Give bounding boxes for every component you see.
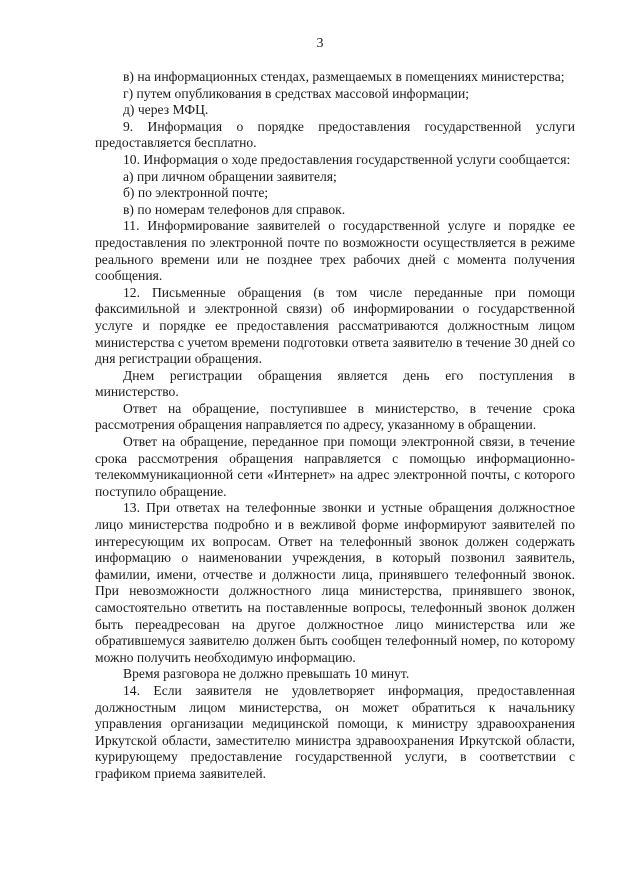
paragraph-clause-9: 9. Информация о порядке предоставления государственной услуги предоставляется бесплатно.: [95, 118, 575, 151]
document-body: [95, 69, 575, 783]
paragraph-call-duration: Время разговора не должно превышать 10 минут.: [123, 666, 410, 682]
paragraph-registration-day: Днем регистрации обращения является день его поступления в министерство.: [95, 367, 575, 400]
paragraph-clause-12: 12. Письменные обращения (в том числе переданные при помощи факсимильной и электронной связи) об информировании о государственной услуге и порядке ее предоставления рассматриваются должностным лицом министерства с учетом времени подготовки ответа заявителю в течение 30 дней со дня регистрации обращения.: [95, 284, 575, 367]
page-number: 3: [316, 36, 324, 51]
paragraph-clause-11: 11. Информирование заявителей о государственной услуге и порядке ее предоставления по электронной почте по возможности осуществляется в режиме реального времени или не позднее трех рабочих дней с момента получения сообщения.: [95, 218, 575, 284]
paragraph-list-item-v: в) на информационных стендах, размещаемых в помещениях министерства;: [123, 69, 565, 84]
paragraph-clause-10: 10. Информация о ходе предоставления государственной услуги сообщается:: [123, 151, 571, 167]
paragraph-list-item-a: а) при личном обращении заявителя;: [123, 168, 337, 184]
paragraph-clause-14: 14. Если заявителя не удовлетворяет информация, предоставленная должностным лицом министерства, он может обратиться к начальнику управления организации медицинской помощи, к министру здравоохранения Иркутской области, заместителю министра здравоохранения Иркутской области, курирующему предоставление государственной услуги, в соответствии с графиком приема заявителей.: [95, 682, 575, 781]
paragraph-list-item-v2: в) по номерам телефонов для справок.: [123, 201, 346, 217]
paragraph-response-postal: Ответ на обращение, поступившее в министерство, в течение срока рассмотрения обращения направляется по адресу, указанному в обращении.: [95, 400, 575, 433]
paragraph-list-item-d: д) через МФЦ.: [123, 102, 209, 118]
paragraph-response-electronic: Ответ на обращение, переданное при помощи электронной связи, в течение срока рассмотрения обращения направляется с помощью информационно-телекоммуникационной сети «Интернет» на адрес электронной почты, с которого поступило обращение.: [95, 434, 575, 499]
paragraph-list-item-g: г) путем опубликования в средствах массовой информации;: [123, 85, 470, 101]
paragraph-clause-13: 13. При ответах на телефонные звонки и устные обращения должностное лицо министерства подробно и в вежливой форме информируют заявителей по интересующим их вопросам. Ответ на телефонный звонок должен содержать информацию о наименовании учреждения, в который позвонил заявитель, фамилии, имени, отчестве и должности лица, принявшего телефонный звонок. При невозможности должностного лица министерства, принявшего звонок, самостоятельно ответить на поставленные вопросы, телефонный звонок должен быть переадресован на другое должностное лицо министерства или же обратившемуся заявителю должен быть сообщен телефонный номер, по которому можно получить необходимую информацию.: [95, 500, 575, 665]
paragraph-list-item-b: б) по электронной почте;: [123, 185, 269, 201]
